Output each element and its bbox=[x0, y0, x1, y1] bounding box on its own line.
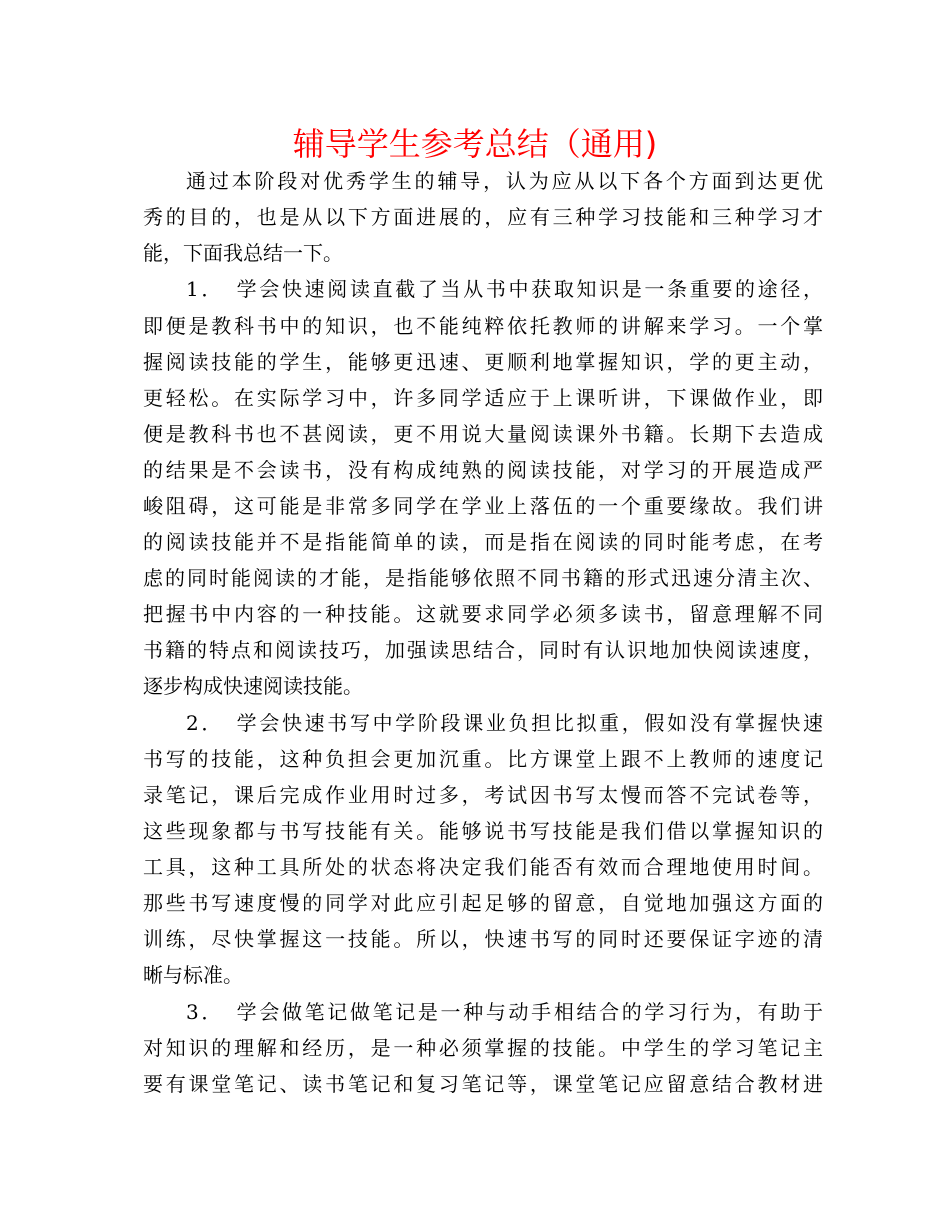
paragraph-line: 那些书写速度慢的同学对此应引起足够的留意，自觉地加强这方面的 bbox=[143, 891, 823, 915]
paragraph-line: 书写的技能，这种负担会更加沉重。比方课堂上跟不上教师的速度记 bbox=[143, 747, 823, 771]
document-title: 辅导学生参考总结（通用) bbox=[292, 125, 658, 163]
paragraph-line: 虑的同时能阅读的才能，是指能够依照不同书籍的形式迅速分清主次、 bbox=[143, 566, 823, 590]
paragraph-line: 训练，尽快掌握这一技能。所以，快速书写的同时还要保证字迹的清 bbox=[143, 927, 823, 951]
paragraph-line: 便是教科书也不甚阅读，更不用说大量阅读课外书籍。长期下去造成 bbox=[143, 422, 823, 446]
paragraph-line: 通过本阶段对优秀学生的辅导，认为应从以下各个方面到达更优 bbox=[186, 169, 823, 193]
paragraph-line: 更轻松。在实际学习中，许多同学适应于上课听讲，下课做作业，即 bbox=[143, 386, 823, 410]
paragraph-line: 工具，这种工具所处的状态将决定我们能否有效而合理地使用时间。 bbox=[143, 855, 823, 879]
paragraph-line: 书籍的特点和阅读技巧，加强读思结合，同时有认识地加快阅读速度， bbox=[143, 638, 823, 662]
paragraph-line: 峻阻碍，这可能是非常多同学在学业上落伍的一个重要缘故。我们讲 bbox=[143, 494, 823, 518]
paragraph-line: 3． 学会做笔记做笔记是一种与动手相结合的学习行为，有助于 bbox=[186, 1000, 823, 1024]
paragraph-line: 2． 学会快速书写中学阶段课业负担比拟重，假如没有掌握快速 bbox=[186, 711, 823, 735]
paragraph-line: 握阅读技能的学生，能够更迅速、更顺利地掌握知识，学的更主动， bbox=[143, 350, 823, 374]
paragraph-line: 1． 学会快速阅读直截了当从书中获取知识是一条重要的途径， bbox=[186, 277, 823, 301]
paragraph-line: 即便是教科书中的知识，也不能纯粹依托教师的讲解来学习。一个掌 bbox=[143, 314, 823, 338]
paragraph-line: 对知识的理解和经历，是一种必须掌握的技能。中学生的学习笔记主 bbox=[143, 1036, 823, 1060]
paragraph-line: 录笔记，课后完成作业用时过多，考试因书写太慢而答不完试卷等， bbox=[143, 783, 823, 807]
paragraph-line: 秀的目的，也是从以下方面进展的，应有三种学习技能和三种学习才 bbox=[143, 205, 823, 229]
paragraph-line: 把握书中内容的一种技能。这就要求同学必须多读书，留意理解不同 bbox=[143, 602, 823, 626]
paragraph-line: 的结果是不会读书，没有构成纯熟的阅读技能，对学习的开展造成严 bbox=[143, 458, 823, 482]
paragraph-line: 要有课堂笔记、读书笔记和复习笔记等，课堂笔记应留意结合教材进 bbox=[143, 1072, 823, 1096]
paragraph-line: 逐步构成快速阅读技能。 bbox=[143, 674, 363, 698]
paragraph-line: 能，下面我总结一下。 bbox=[143, 241, 343, 265]
paragraph-line: 的阅读技能并不是指能简单的读，而是指在阅读的同时能考虑，在考 bbox=[143, 530, 823, 554]
paragraph-line: 晰与标准。 bbox=[143, 963, 243, 987]
paragraph-line: 这些现象都与书写技能有关。能够说书写技能是我们借以掌握知识的 bbox=[143, 819, 823, 843]
